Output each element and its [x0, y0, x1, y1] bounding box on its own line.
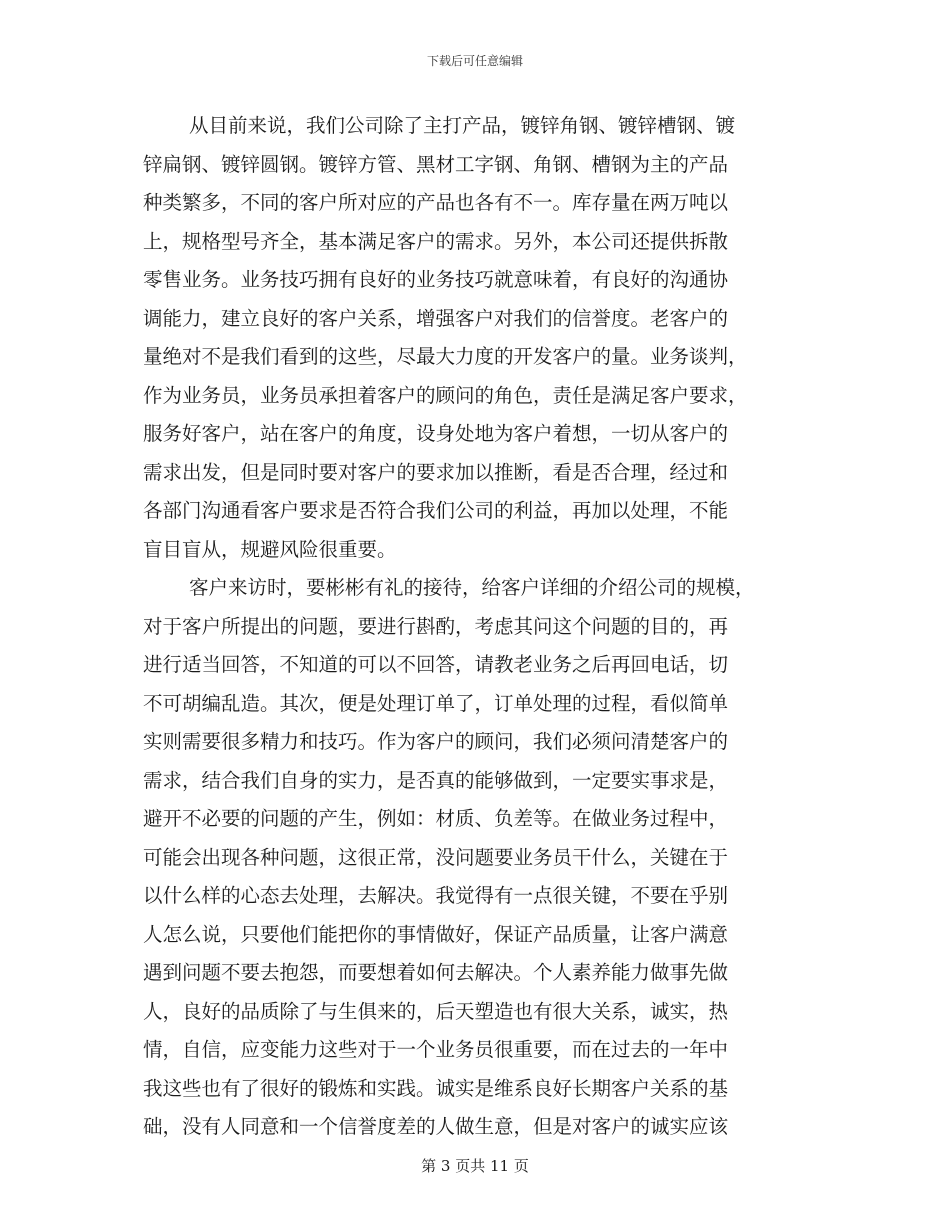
text-line: 需求，结合我们自身的实力，是否真的能够做到，一定要实事求是，: [143, 768, 729, 792]
text-line: 量绝对不是我们看到的这些，尽最大力度的开发客户的量。业务谈判，: [143, 345, 748, 368]
text-line: 对于客户所提出的问题，要进行斟酌，考虑其问这个问题的目的，再: [143, 614, 729, 638]
text-line: 进行适当回答，不知道的可以不回答，请教老业务之后再回电话，切: [143, 653, 729, 676]
page-header: 下载后可任意编辑: [426, 54, 523, 68]
text-line: 实则需要很多精力和技巧。作为客户的顾问，我们必须问清楚客户的: [143, 730, 729, 753]
text-line: 础，没有人同意和一个信誉度差的人做生意，但是对客户的诚实应该: [143, 1115, 729, 1138]
text-line: 情，自信，应变能力这些对于一个业务员很重要，而在过去的一年中: [143, 1038, 729, 1061]
page-number: 第 3 页共 11 页: [421, 1157, 529, 1175]
text-line: 服务好客户，站在客户的角度，设身处地为客户着想，一切从客户的: [143, 422, 729, 445]
text-line: 调能力，建立良好的客户关系，增强客户对我们的信誉度。老客户的: [143, 306, 729, 330]
document-body: [143, 107, 808, 1147]
text-line: 我这些也有了很好的锻炼和实践。诚实是维系良好长期客户关系的基: [143, 1076, 729, 1100]
text-line: 从目前来说，我们公司除了主打产品，镀锌角钢、镀锌槽钢、镀: [189, 114, 736, 137]
text-line: 人，良好的品质除了与生俱来的，后天塑造也有很大关系，诚实，热: [143, 999, 729, 1023]
text-line: 遇到问题不要去抱怨，而要想着如何去解决。个人素养能力做事先做: [143, 961, 729, 984]
text-line: 种类繁多，不同的客户所对应的产品也各有不一。库存量在两万吨以: [143, 191, 729, 214]
text-line: 客户来访时，要彬彬有礼的接待，给客户详细的介绍公司的规模，: [189, 576, 755, 599]
text-line: 不可胡编乱造。其次，便是处理订单了，订单处理的过程，看似简单: [143, 691, 729, 715]
text-line: 人怎么说，只要他们能把你的事情做好，保证产品质量，让客户满意: [143, 922, 729, 946]
text-line: 锌扁钢、镀锌圆钢。镀锌方管、黑材工字钢、角钢、槽钢为主的产品: [143, 152, 729, 176]
text-line: 各部门沟通看客户要求是否符合我们公司的利益，再加以处理，不能: [143, 499, 729, 522]
text-line: 以什么样的心态去处理，去解决。我觉得有一点很关键，不要在乎别: [143, 884, 729, 907]
text-line: 作为业务员，业务员承担着客户的顾问的角色，责任是满足客户要求，: [143, 383, 748, 407]
text-line: 可能会出现各种问题，这很正常，没问题要业务员干什么，关键在于: [143, 845, 729, 869]
text-line: 盲目盲从，规避风险很重要。: [143, 537, 397, 561]
text-line: 零售业务。业务技巧拥有良好的业务技巧就意味着，有良好的沟通协: [143, 268, 729, 291]
text-line: 需求出发，但是同时要对客户的要求加以推断，看是否合理，经过和: [143, 460, 729, 484]
text-line: 上，规格型号齐全，基本满足客户的需求。另外，本公司还提供拆散: [143, 229, 729, 253]
text-line: 避开不必要的问题的产生，例如：材质、负差等。在做业务过程中，: [143, 807, 729, 830]
